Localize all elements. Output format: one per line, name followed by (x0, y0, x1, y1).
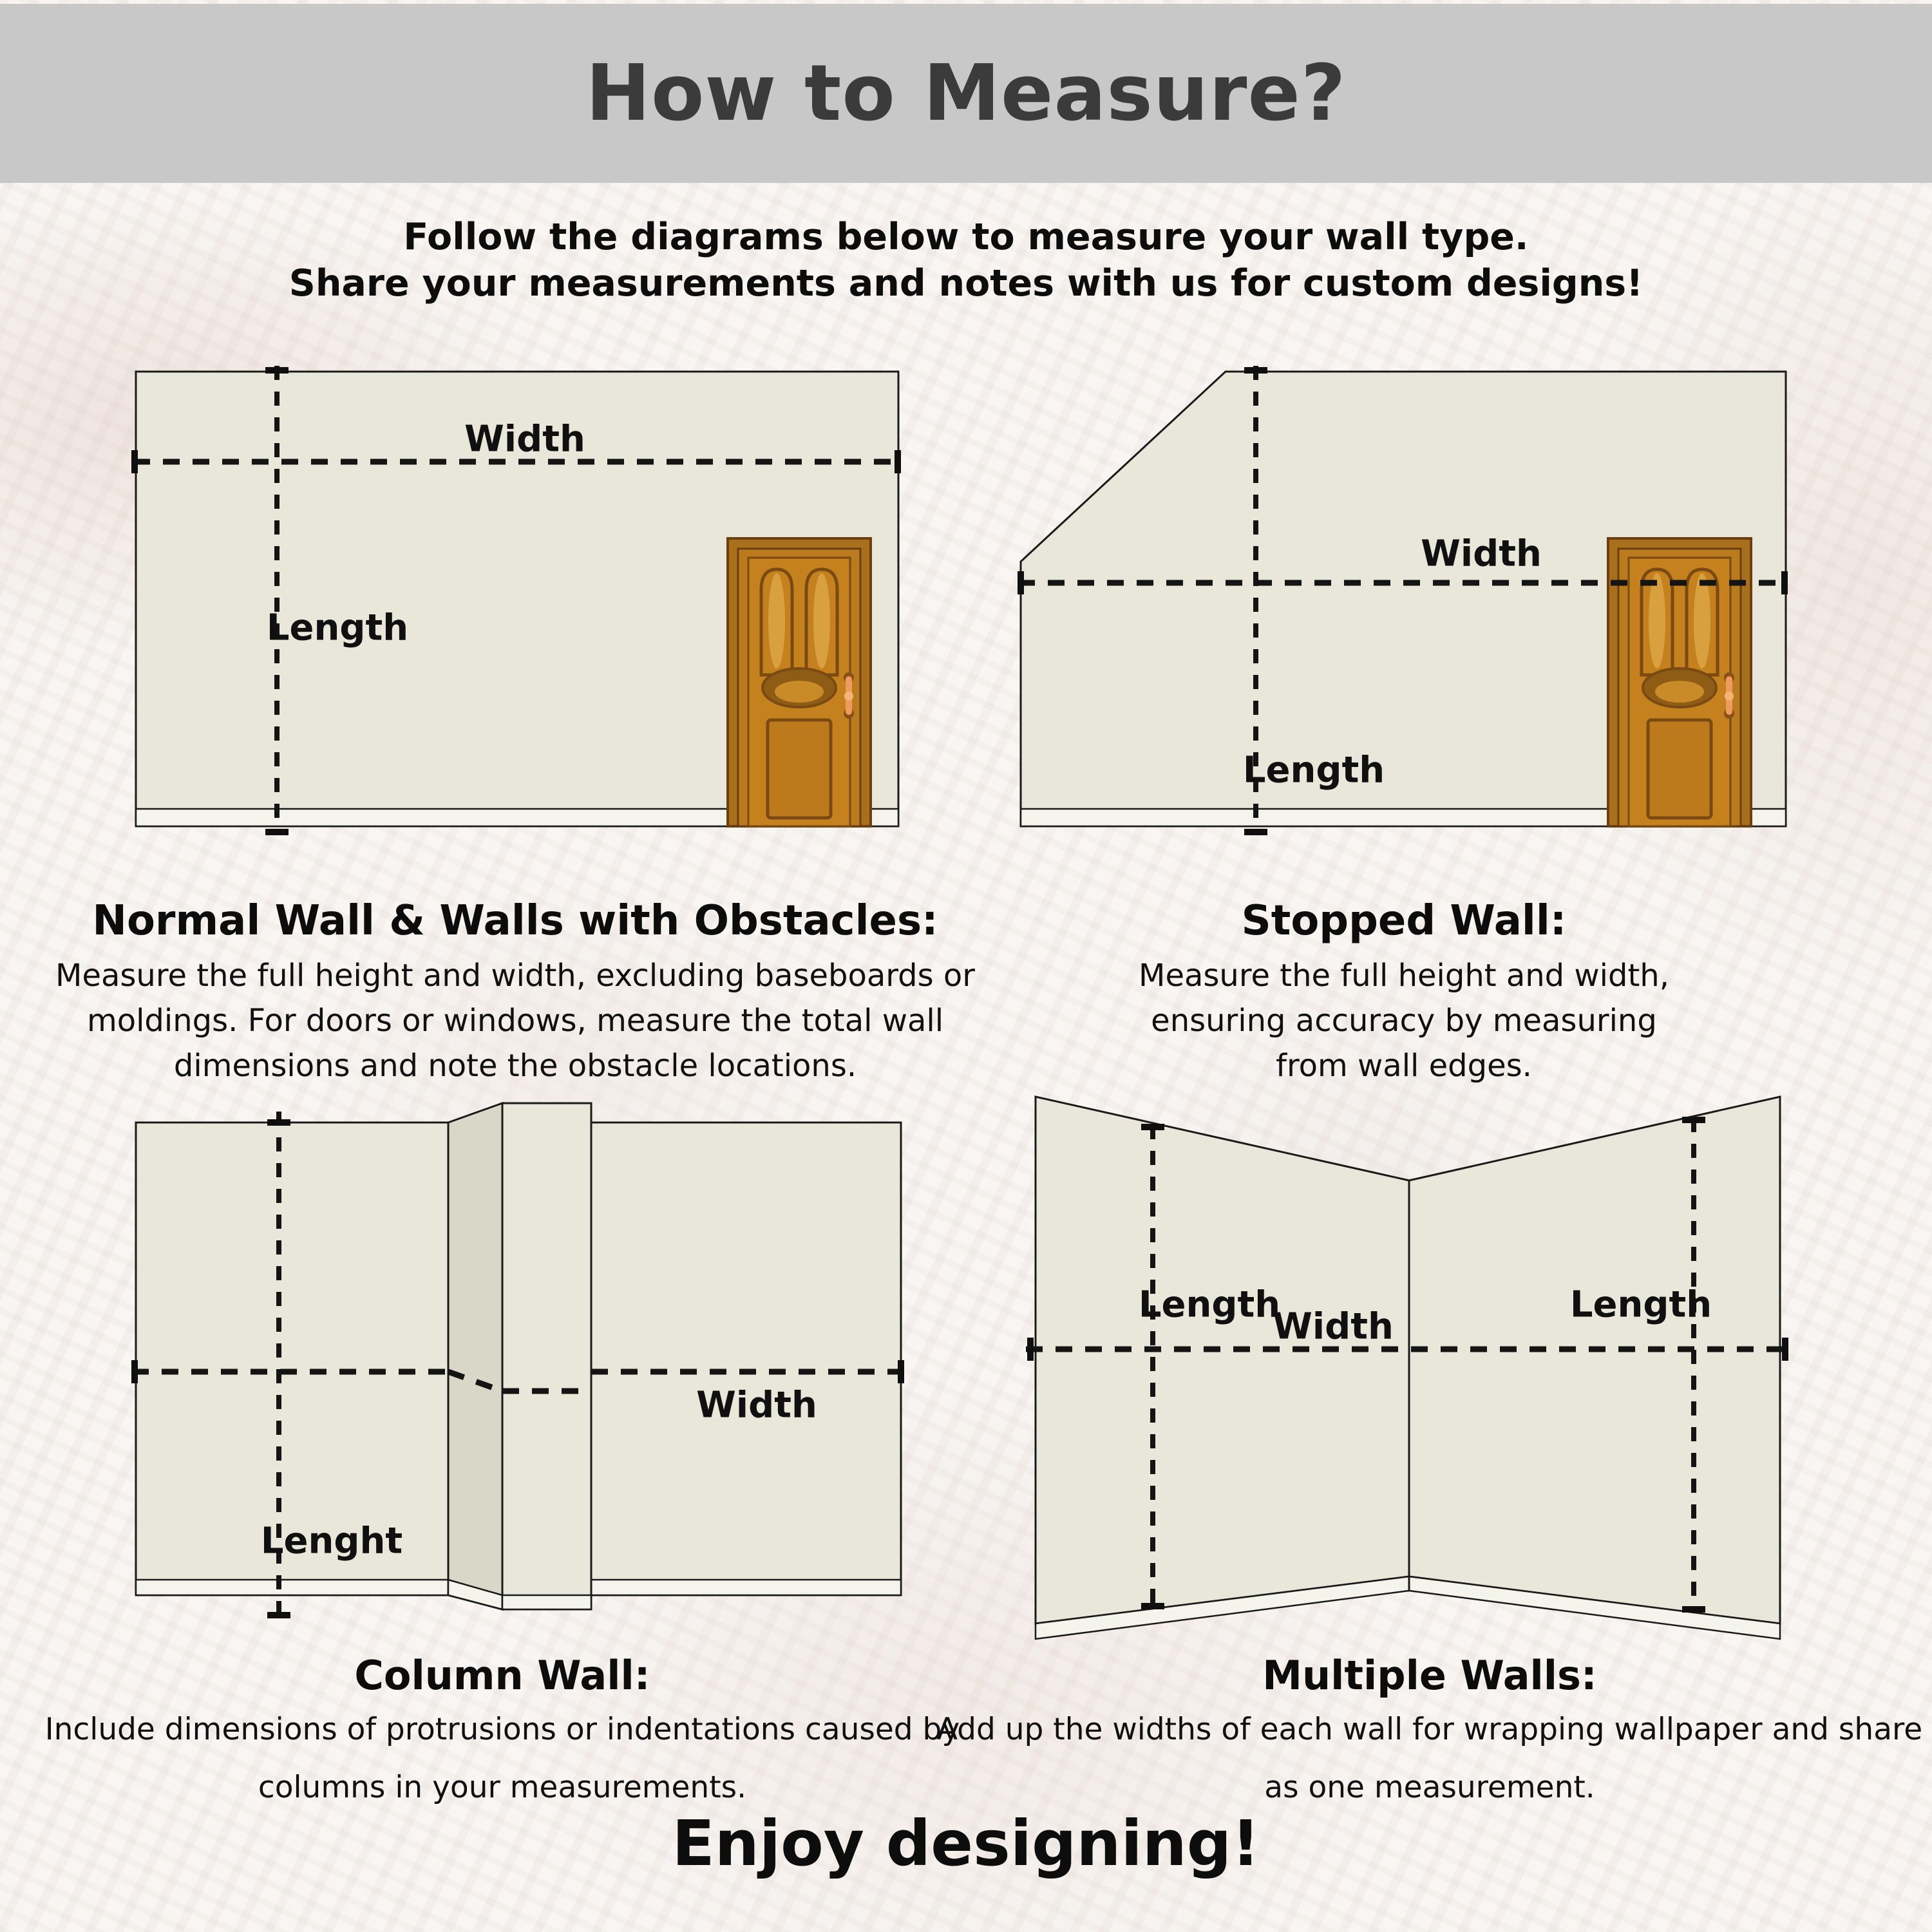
door-icon (728, 538, 871, 826)
stopped-wall-description: Measure the full height and width, ensuring accuracy by measuring from wall edges. (1139, 958, 1669, 1084)
multiple-length-left-label: Length (1138, 1283, 1281, 1326)
left-section-baseboard (136, 1580, 448, 1595)
column-length-label: Lenght (260, 1520, 403, 1562)
column-wall-right-section (591, 1122, 901, 1595)
stopped-length-label: Length (1242, 749, 1385, 791)
intro-line-2: Share your measurements and notes with us for custom designs! (289, 262, 1643, 305)
stopped-wall-section (1063, 896, 1745, 1088)
column-side-face (448, 1103, 502, 1609)
multiple-width-label: Width (1273, 1305, 1394, 1348)
stopped-wall-diagram (1018, 366, 1788, 835)
column-front-baseboard (502, 1595, 591, 1609)
column-width-label: Width (696, 1384, 817, 1426)
stopped-wall-heading: Stopped Wall: (1241, 897, 1567, 945)
right-section-baseboard (591, 1580, 901, 1595)
normal-wall-description: Measure the full height and width, excluding baseboards or moldings. For doors or windows, measure the total wall dimensions and note the obstacle locations. (55, 958, 975, 1084)
intro-line-1: Follow the diagrams below to measure your wall type. (403, 216, 1529, 258)
multiple-walls-section (934, 1652, 1926, 1817)
page-title: How to Measure? (585, 48, 1347, 138)
stopped-width-label: Width (1421, 533, 1542, 575)
column-wall-diagram (132, 1103, 904, 1620)
column-wall-section (0, 1652, 1005, 1817)
multiple-walls-heading: Multiple Walls: (1262, 1652, 1597, 1699)
multiple-walls-diagram (1026, 1097, 1790, 1639)
normal-wall-heading: Normal Wall & Walls with Obstacles: (92, 897, 938, 945)
multiple-left-wall (1036, 1097, 1409, 1624)
normal-wall-section (13, 896, 1018, 1088)
normal-width-label: Width (464, 418, 585, 460)
column-wall-heading: Column Wall: (354, 1652, 650, 1699)
footer-message: Enjoy designing! (672, 1807, 1260, 1880)
multiple-length-right-label: Length (1569, 1283, 1712, 1326)
normal-length-label: Length (266, 607, 409, 649)
multiple-walls-description: Add up the widths of each wall for wrapping wallpaper and share as one measurement. (936, 1712, 1923, 1805)
multiple-right-wall (1409, 1097, 1780, 1624)
column-wall-description: Include dimensions of protrusions or indentations caused by columns in your measurements. (44, 1712, 960, 1805)
column-front-face (502, 1103, 591, 1609)
